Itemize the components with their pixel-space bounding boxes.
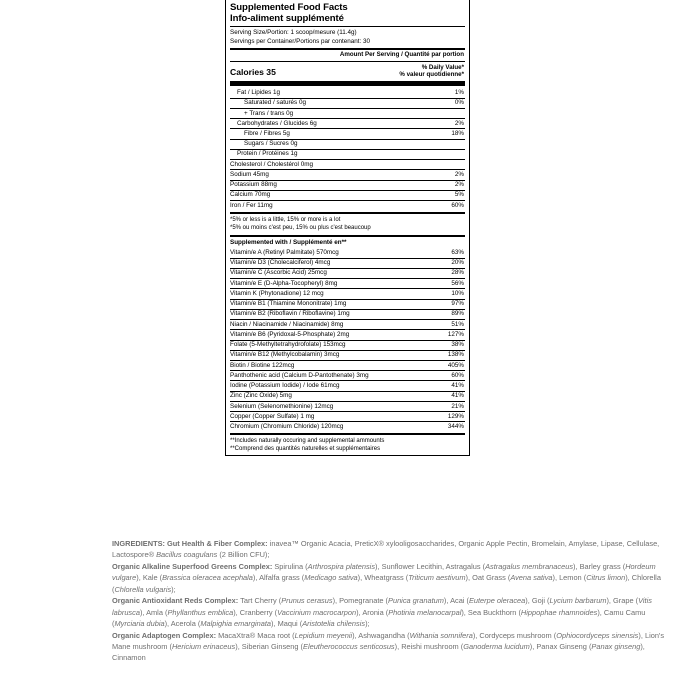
- supplement-daily-value: 51%: [451, 320, 464, 328]
- ingredient-latin-name: Astragalus membranaceus: [485, 562, 574, 571]
- nutrient-daily-value: 2%: [454, 181, 464, 189]
- ingredient-paragraph: Organic Alkaline Superfood Greens Complex: Spirulina (Arthrospira platensis), Sunflower Lecithin, Astragalus (Astragalus membranaceus), Barley grass (Hordeum vulgare), Kale (Brassica oleracea acephala), Alfalfa grass (Medicago sativa), Wheatgrass (Triticum aestivum), Oat Grass (Avena sativa), Lemon (Citrus limon), Chlorella (Chlorella vulgaris);: [112, 562, 661, 594]
- divider-nutrients: [230, 212, 465, 214]
- ingredient-latin-name: Lycium barbarum: [549, 596, 607, 606]
- supplement-row: [230, 248, 465, 257]
- nutrient-name: Carbohydrates / Glucides 6g: [237, 119, 317, 127]
- supplement-daily-value: 41%: [451, 382, 464, 390]
- divider-serving: [230, 48, 465, 50]
- supplement-row: [230, 350, 465, 360]
- supplement-daily-value: 129%: [447, 412, 464, 420]
- divider-supplements: [230, 433, 465, 435]
- supplement-name: Panthothenic acid (Calcium D-Pantothenate) 3mg: [230, 371, 369, 379]
- supplement-daily-value: 10%: [451, 289, 464, 297]
- supplement-name: Vitamin/e B12 (Methylcobalamin) 3mcg: [230, 351, 340, 359]
- ingredient-latin-name: Brassica oleracea acephala: [162, 573, 253, 583]
- nutrient-name: Protein / Protéines 1g: [237, 150, 298, 158]
- divider-title: [230, 26, 465, 27]
- supplement-name: Vitamin/e B1 (Thiamine Mononitrate) 1mg: [230, 300, 347, 308]
- nutrient-name: Potassium 88mg: [230, 181, 277, 189]
- ingredient-paragraph: Organic Adaptogen Complex: MacaXtra® Maca root (Lepidium meyenii), Ashwagandha (Withania somnifera), Cordyceps mushroom (Ophiocordyceps sinensis), Lion's Mane mushroom (Hericium erinaceus), Siberian Ginseng (Eleutherococcus senticosus), Reishi mushroom (Ganoderma lucidum), Panax Ginseng (Panax ginseng), Cinnamon: [112, 630, 665, 662]
- nutrient-row: [230, 180, 465, 190]
- supplement-name: Copper (Copper Sulfate) 1 mg: [230, 412, 315, 420]
- supplement-row: [230, 309, 465, 319]
- ingredient-latin-name: Avena sativa: [510, 573, 553, 583]
- ingredient-latin-name: Triticum aestivum: [408, 573, 466, 583]
- ingredient-latin-name: Photinia melanocarpal: [388, 607, 462, 617]
- ingredient-latin-name: Withania somnifera: [409, 630, 473, 640]
- nutrient-daily-value: 60%: [451, 201, 464, 209]
- ingredient-heading: Organic Antioxidant Reds Complex:: [112, 596, 239, 606]
- ingredient-latin-name: Bacillus coagulans: [156, 550, 218, 560]
- ingredient-latin-name: Euterpe oleracea: [468, 596, 526, 606]
- serving-info: [230, 29, 465, 46]
- ingredient-paragraph: Organic Antioxidant Reds Complex: Tart Cherry (Prunus cerasus), Pomegranate (Punica granatum), Acai (Euterpe oleracea), Goji (Lycium barbarum), Grape (Vitis labrusca), Amla (Phyllanthus emblica), Cranberry (Vaccinium macrocarpon), Aronia (Photinia melanocarpal), Sea Buckthorn (Hippophae rhamnoides), Camu Camu (Myrciaria dubia), Acerola (Malpighia emarginata), Maqui (Aristotelia chilensis);: [112, 596, 652, 628]
- ingredient-heading: INGREDIENTS: Gut Health & Fiber Complex:: [112, 539, 268, 548]
- supplement-name: Vitamin/e B6 (Pyridoxal-5-Phosphate) 2mg: [230, 330, 350, 338]
- amount-per-serving-header: Amount Per Serving / Quantité par portion: [339, 51, 464, 59]
- nutrient-row: [230, 98, 465, 108]
- supplement-table: [230, 248, 465, 431]
- nutrient-name: Iron / Fer 11mg: [230, 201, 273, 209]
- note-block: [230, 437, 465, 454]
- nutrient-name: + Trans / trans 0g: [244, 109, 294, 117]
- calories-row: [230, 63, 465, 79]
- footnote-en: *5% or less is a little, 15% or more is a lot: [230, 216, 341, 223]
- calories-value: Calories 35: [230, 67, 276, 78]
- supplement-name: Zinc (Zinc Oxide) 5mg: [230, 392, 292, 400]
- ingredient-heading: Organic Alkaline Superfood Greens Complex:: [112, 562, 273, 571]
- divider-amount: [230, 61, 465, 62]
- supplement-name: Vitamin/e A (Retinyl Palmitate) 570mcg: [230, 248, 339, 256]
- supplement-daily-value: 138%: [447, 351, 464, 359]
- supplement-daily-value: 63%: [451, 248, 464, 256]
- supplement-name: Vitamin/e D3 (Cholecalciferol) 4mcg: [230, 259, 331, 267]
- supplement-daily-value: 344%: [447, 422, 464, 430]
- ingredients-list: [112, 538, 672, 664]
- panel-title-fr: Info-aliment supplémenté: [230, 12, 344, 24]
- nutrient-row: [230, 159, 465, 169]
- nutrient-row: [230, 149, 465, 159]
- supplement-row: [230, 329, 465, 339]
- nutrient-row: [230, 88, 465, 97]
- supplement-name: Iodine (Potassium Iodide) / Iode 61mcg: [230, 382, 340, 390]
- ingredient-heading: Organic Adaptogen Complex:: [112, 630, 217, 640]
- supplement-daily-value: 20%: [451, 259, 464, 267]
- supplement-row: [230, 421, 465, 431]
- ingredient-latin-name: Hordeum vulgare: [112, 562, 656, 583]
- nutrient-daily-value: 1%: [454, 89, 464, 97]
- supplement-name: Vitamin/e B2 (Riboflavin / Riboflavine) 1mg: [230, 310, 350, 318]
- supplement-name: Vitamin/e C (Ascorbic Acid) 25mcg: [230, 269, 327, 277]
- note-en: **Includes naturally occuring and supplemental ammounts: [230, 438, 385, 445]
- ingredient-latin-name: Punica granatum: [388, 596, 444, 606]
- supplement-row: [230, 360, 465, 370]
- nutrient-row: [230, 200, 465, 210]
- nutrient-daily-value: 2%: [454, 170, 464, 178]
- supplement-row: [230, 380, 465, 390]
- supplement-name: Folate (5-Methyltetrahydrofolate) 153mcg: [230, 341, 346, 349]
- ingredient-latin-name: Myrciaria dubia: [114, 618, 165, 628]
- supplement-row: [230, 411, 465, 421]
- nutrient-row: [230, 118, 465, 128]
- supplement-daily-value: 38%: [451, 341, 464, 349]
- divider-footnote: [230, 235, 465, 237]
- supplement-daily-value: 21%: [451, 402, 464, 410]
- nutrient-name: Fibre / Fibres 5g: [244, 129, 290, 137]
- ingredient-latin-name: Panax ginseng: [591, 641, 641, 651]
- nutrient-row: [230, 128, 465, 138]
- supplement-name: Biotin / Biotine 122mcg: [230, 361, 295, 369]
- nutrient-row: [230, 108, 465, 118]
- nutrient-name: Sugars / Sucres 0g: [244, 140, 298, 148]
- nutrient-row: [230, 169, 465, 179]
- supplemented-with-header: Supplemented with / Supplémenté en**: [230, 239, 347, 247]
- panel-title: [230, 3, 465, 24]
- servings-per-container: Servings per Container/Portions par contenant: 30: [230, 37, 371, 45]
- ingredient-latin-name: Chlorella vulgaris: [114, 584, 172, 594]
- panel-title-en: Supplemented Food Facts: [230, 2, 348, 13]
- ingredient-latin-name: Citrus limon: [586, 573, 626, 583]
- supplement-name: Chromium (Chromium Chloride) 120mcg: [230, 422, 344, 430]
- dv-header-fr: % valeur quotidienne*: [399, 71, 464, 79]
- supplement-row: [230, 299, 465, 309]
- supplement-row: [230, 288, 465, 298]
- supplemented-food-facts-panel: [225, 0, 470, 456]
- nutrient-daily-value: 0%: [454, 99, 464, 107]
- supplement-name: Vitamin K (Phytonadione) 12 mcg: [230, 289, 324, 297]
- supplement-daily-value: 28%: [451, 269, 464, 277]
- nutrient-row: [230, 190, 465, 200]
- ingredient-latin-name: Vaccinium macrocarpon: [277, 607, 357, 617]
- ingredient-latin-name: Hippophae rhamnoides: [520, 607, 598, 617]
- ingredient-latin-name: Phyllanthus emblica: [167, 607, 234, 617]
- nutrient-name: Saturated / saturés 0g: [244, 99, 306, 107]
- footnote-fr: *5% ou moins c'est peu, 15% ou plus c'est beaucoup: [230, 224, 371, 231]
- supplement-row: [230, 278, 465, 288]
- supplement-row: [230, 340, 465, 350]
- ingredient-latin-name: Lepidium meyenii: [294, 630, 353, 640]
- ingredient-latin-name: Malpighia emarginata: [200, 618, 271, 628]
- nutrient-name: Sodium 45mg: [230, 170, 269, 178]
- supplement-row: [230, 268, 465, 278]
- supplement-daily-value: 56%: [451, 279, 464, 287]
- ingredient-latin-name: Arthrospira platensis: [307, 562, 376, 571]
- supplement-name: Selenium (Selenomethionine) 12mcg: [230, 402, 334, 410]
- dv-header-en: % Daily Value*: [421, 64, 464, 72]
- ingredient-latin-name: Hericium erinaceus: [171, 641, 236, 651]
- supplement-daily-value: 89%: [451, 310, 464, 318]
- note-fr: **Comprend des quantités naturelles et supplémentaires: [230, 445, 381, 452]
- nutrient-name: Calcium 70mg: [230, 191, 271, 199]
- supplement-name: Niacin / Niacinamide / Niacinamide) 8mg: [230, 320, 344, 328]
- nutrient-name: Fat / Lipides 1g: [237, 89, 281, 97]
- supplement-daily-value: 405%: [447, 361, 464, 369]
- supplement-row: [230, 258, 465, 268]
- supplement-row: [230, 370, 465, 380]
- daily-value-header: [399, 64, 464, 78]
- ingredient-latin-name: Medicago sativa: [304, 573, 358, 583]
- nutrient-daily-value: 2%: [454, 119, 464, 127]
- supplement-daily-value: 41%: [451, 392, 464, 400]
- ingredient-latin-name: Ophiocordyceps sinensis: [556, 630, 639, 640]
- ingredient-paragraph: INGREDIENTS: Gut Health & Fiber Complex: inavea™ Organic Acacia, PreticX® xylooligosaccharides, Organic Apple Pectin, Bromelain, Amylase, Lipase, Cellulase, Lactospore® Bacillus coagulans (2 Billion CFU);: [112, 539, 660, 560]
- supplement-daily-value: 127%: [447, 330, 464, 338]
- ingredient-latin-name: Ganoderma lucidum: [463, 641, 530, 651]
- footnote-block: [230, 215, 465, 233]
- supplement-row: [230, 401, 465, 411]
- supplement-daily-value: 60%: [451, 371, 464, 379]
- ingredient-latin-name: Prunus cerasus: [281, 596, 333, 606]
- nutrient-daily-value: 18%: [451, 129, 464, 137]
- nutrient-name: Cholesterol / Cholestérol 0mg: [230, 160, 313, 168]
- ingredient-latin-name: Vitis labrusca: [112, 596, 652, 617]
- nutrient-daily-value: 5%: [454, 191, 464, 199]
- supplement-row: [230, 391, 465, 401]
- divider-calories: [230, 81, 465, 86]
- nutrient-table: [230, 88, 465, 210]
- ingredient-latin-name: Eleutherococcus senticosus: [303, 641, 395, 651]
- nutrient-row: [230, 139, 465, 149]
- supplement-daily-value: 97%: [451, 300, 464, 308]
- supplement-name: Vitamin/e E (D-Alpha-Tocopheryl) 8mg: [230, 279, 338, 287]
- ingredient-latin-name: Aristotelia chilensis: [302, 618, 366, 628]
- serving-size: Serving Size/Portion: 1 scoop/mesure (11.4g): [230, 29, 357, 37]
- supplement-row: [230, 319, 465, 329]
